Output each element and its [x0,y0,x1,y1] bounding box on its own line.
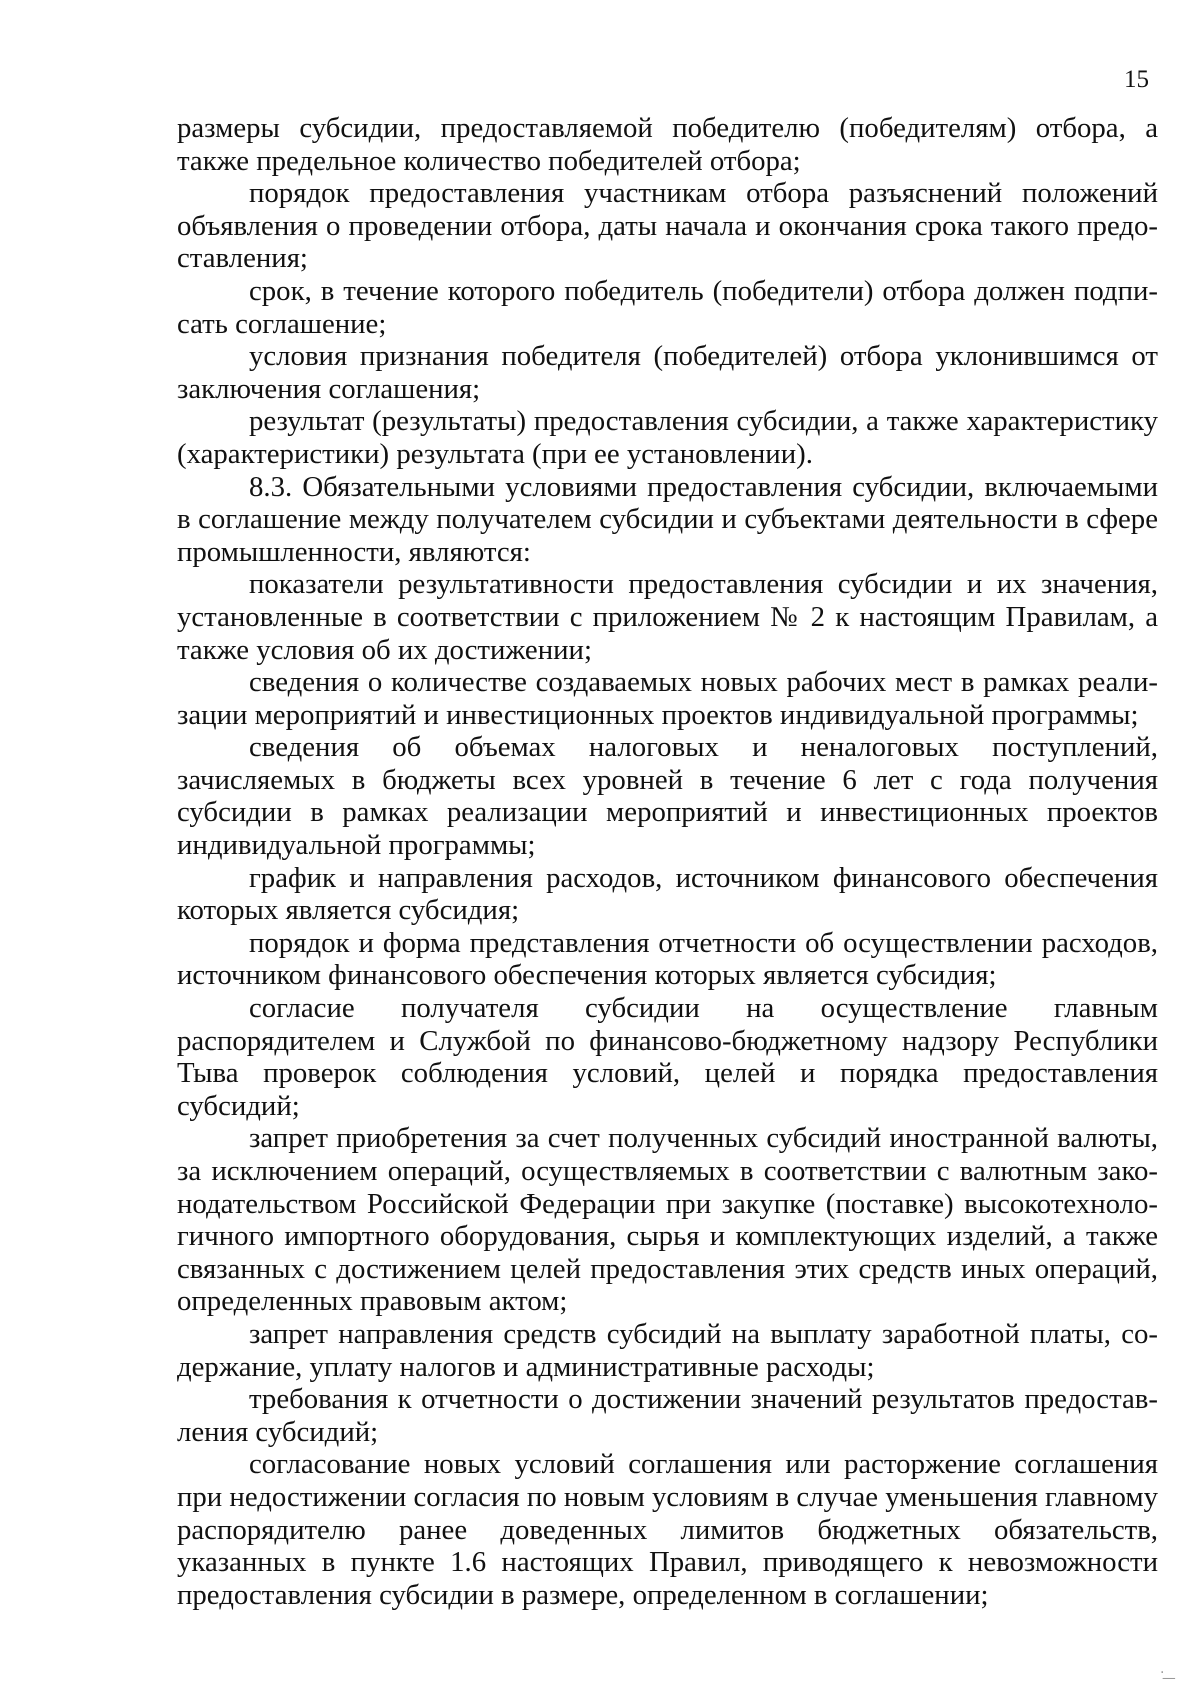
paragraph: результат (результаты) предоставления субсидии, а также характеристику (характеристики) результата (при ее установлении). [177,405,1158,470]
page-number: 15 [1124,66,1149,93]
paragraph: согласование новых условий соглашения или расторжение соглашения при недостижении согласия по новым условиям в случае уменьшения главному распорядителю ранее доведенных лимитов бюджетных обязательств, указанных в пункте 1.6 настоящих Правил, приводящего к невозможности предоставления субсидии в размере, определенном в соглашении; [177,1448,1158,1611]
paragraph: показатели результативности предоставления субсидии и их значения, установленные в соответствии с приложением № 2 к настоящим Правилам, а также условия об их достижении; [177,568,1158,666]
paragraph: запрет направления средств субсидий на выплату заработной платы, содержание, уплату налогов и административные расходы; [177,1317,1158,1383]
paragraph: условия признания победителя (победителей) отбора уклонившимся от заключения соглашения; [177,340,1158,405]
document-body [177,112,1158,1611]
scan-artifact-mark: · ͟ [1160,1665,1169,1681]
paragraph: запрет приобретения за счет полученных субсидий иностранной валюты, за исключением операций, осуществляемых в соответствии с валютным законодательством Российской Федерации при закупке (поставке) высокотехнологичного импортного оборудования, сырья и комплектующих изделий, а также связанных с достижением целей предоставления этих средств иных операций, определенных правовым актом; [177,1122,1158,1318]
paragraph: график и направления расходов, источником финансового обеспечения которых является субсидия; [177,861,1158,927]
paragraph: сведения об объемах налоговых и неналоговых поступлений, зачисляемых в бюджеты всех уровней в течение 6 лет с года получения субсидии в рамках реализации мероприятий и инвестиционных проектов индивидуальной программы; [177,731,1158,862]
paragraph: срок, в течение которого победитель (победители) отбора должен подписать соглашение; [177,274,1158,340]
paragraph: сведения о количестве создаваемых новых рабочих мест в рамках реализации мероприятий и инвестиционных проектов индивидуальной программы; [177,666,1158,731]
paragraph: требования к отчетности о достижении значений результатов предоставления субсидий; [177,1383,1158,1448]
paragraph: согласие получателя субсидии на осуществление главным распорядителем и Службой по финансово-бюджетному надзору Республики Тыва проверок соблюдения условий, целей и порядка предоставления субсидий; [177,992,1158,1122]
paragraph: 8.3. Обязательными условиями предоставления субсидии, включаемыми в соглашение между получателем субсидии и субъектами деятельности в сфере промышленности, являются: [177,470,1158,568]
paragraph: размеры субсидии, предоставляемой победителю (победителям) отбора, а также предельное количество победителей отбора; [177,112,1158,177]
paragraph: порядок предоставления участникам отбора разъяснений положений объявления о проведении отбора, даты начала и окончания срока такого предоставления; [177,177,1158,275]
paragraph: порядок и форма представления отчетности об осуществлении расходов, источником финансового обеспечения которых является субсидия; [177,926,1158,992]
